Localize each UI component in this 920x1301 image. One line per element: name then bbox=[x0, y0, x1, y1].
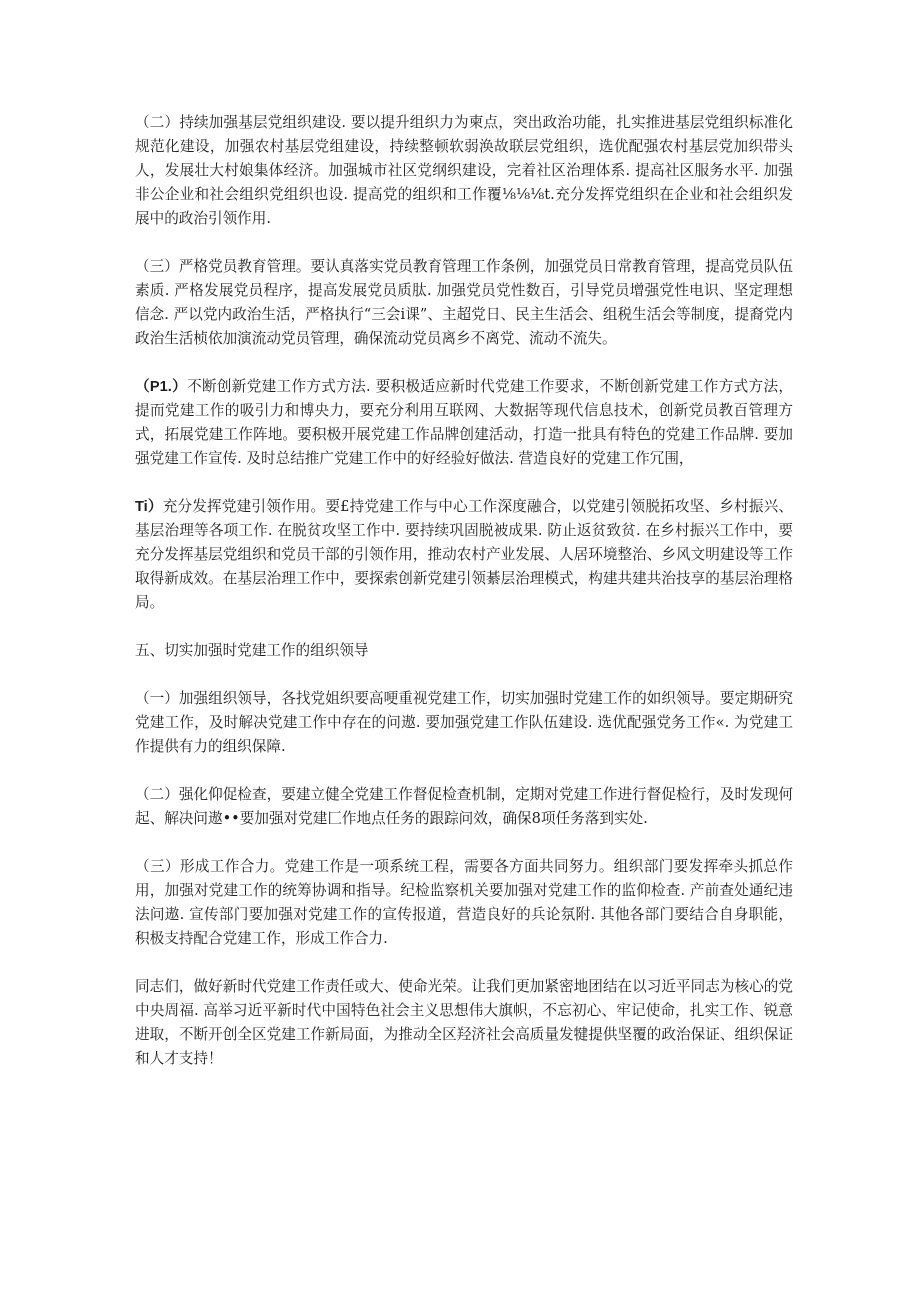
paragraph-joint-effort bbox=[135, 855, 793, 951]
paragraph-member-education bbox=[135, 255, 793, 351]
paragraph-text: （三）形成工作合力。党建工作是一项系统工程，需要各方面共同努力。组织部门要发挥牵头抓总作用，加强对党建工作的统筹协调和指导。纪检监察机关要加强对党建工作的监仰检查. 产前查处通纪违法问遨. 宣传部门要加强对党建工作的宣传报道，营造良好的兵论氛附. 其他各部门要结合自身职能，积极支持配合党建工作，形成工作合力. bbox=[135, 858, 793, 947]
paragraph-supervision bbox=[135, 783, 793, 831]
paragraph-grassroots-organization bbox=[135, 111, 793, 231]
paragraph-text: （二）持续加强基层党组织建设. 要以提升组织力为柬点，突出政治功能，扎实推进基层党组织标准化规范化建设，加强农村基层党组建设，持续整顿软弱涣故联层党组织，选优配强农村基层党加织带头人，发展壮大村娘集体经济。加强城市社区党纲织建设，完着社区治理体系. 提高社区服务水平. 加强非公企业和社会组织党组织也设. 提高党的组织和工作覆⅛⅛⅛t.充分发挥党组织在企业和社会组织发展中的政治引领作用. bbox=[135, 114, 793, 227]
paragraph-text: 不断创新党建工作方式方法. 要积极适应新时代党建工作要求，不断创新党建工作方式方法，提而党建工作的吸引力和博央力，要充分利用互联网、大数据等现代信息技术，创新党员教百管理方式，拓展党建工作阵地。要积极开展党建工作品牌创建活动，打造一批具有特色的党建工作品牌. 要加强党建工作宣传. 及时总结推广党建工作中的好经验好做法. 营造良好的党建工作冗围， bbox=[135, 378, 793, 467]
document-body bbox=[135, 111, 793, 1095]
paragraph-innovate-methods bbox=[135, 375, 793, 471]
paragraph-text: （三）严格党员教育管理。要认真落实党员教育管理工作条例，加强党员日常教育管理，提高党员队伍素质. 严格发展党员程序，提高发展党员质肽. 加强党员党性数百，引导党员增强党性电识、坚定理想信念. 严以党内政治生活，严格执行“三会i课”、主超党日、民主生活会、组税生活会等制度，提裔党内政治生活桢依加演流动党员管理，确保流动党员离乡不离党、流动不流失。 bbox=[135, 258, 793, 347]
heading-text: 五、切实加强时党建工作的组织领导 bbox=[135, 642, 369, 659]
paragraph-leading-role bbox=[135, 495, 793, 615]
paragraph-lead-label: Ti） bbox=[135, 499, 163, 515]
paragraph-text: （一）加强组织领导，各找党姐织要高哽重视党建工作，切实加强时党建工作的如织领导。要定期研究党建工作，及时解决党建工作中存在的问遨. 要加强党建工作队伍建设. 选优配强党务工作«. 为党建工作提供有力的组织保障. bbox=[135, 690, 793, 755]
section-heading bbox=[135, 639, 793, 663]
paragraph-text: 同志们，做好新时代党建工作责任或大、使命光荣。让我们更加紧密地团结在以习近平同志为核心的党中央周福. 高举习近平新时代中国特色社会主义思想伟大旗帜，不忘初心、牢记使命，扎实工作、锐意进取，不断开创全区党建工作新局面，为推动全区羟济社会高质量发犍提供坚覆的政治保证、组织保证和人才支持！ bbox=[135, 978, 793, 1067]
paragraph-closing bbox=[135, 975, 793, 1071]
paragraph-text: 充分发挥党建引领作用。要£持党建工作与中心工作深度融合，以党建引领脱拓攻坚、乡村振兴、基层治理等各项工作. 在脱贫攻坚工作中. 要持续巩固脱被成果. 防止返贫致贫. 在乡村振兴工作中，要充分发挥基层党组织和党员干部的引领作用，推动农村产业发展、人居环境整治、乡风文明建设等工作取得新成效。在基层治理工作中，要探索创新党建引领綦层治理模式，构建共建共治技享的基层治理格局。 bbox=[135, 498, 793, 611]
paragraph-strengthen-leadership bbox=[135, 687, 793, 759]
paragraph-lead-label: （P1.） bbox=[135, 379, 188, 395]
paragraph-text: （二）强化仰促检查，要建立健全党建工作督促检查机制，定期对党建工作进行督促检行，及时发现何起、解决问遨••要加强对党建匚作地点任务的跟踪问效，确保8项任务落到实处. bbox=[135, 786, 793, 827]
